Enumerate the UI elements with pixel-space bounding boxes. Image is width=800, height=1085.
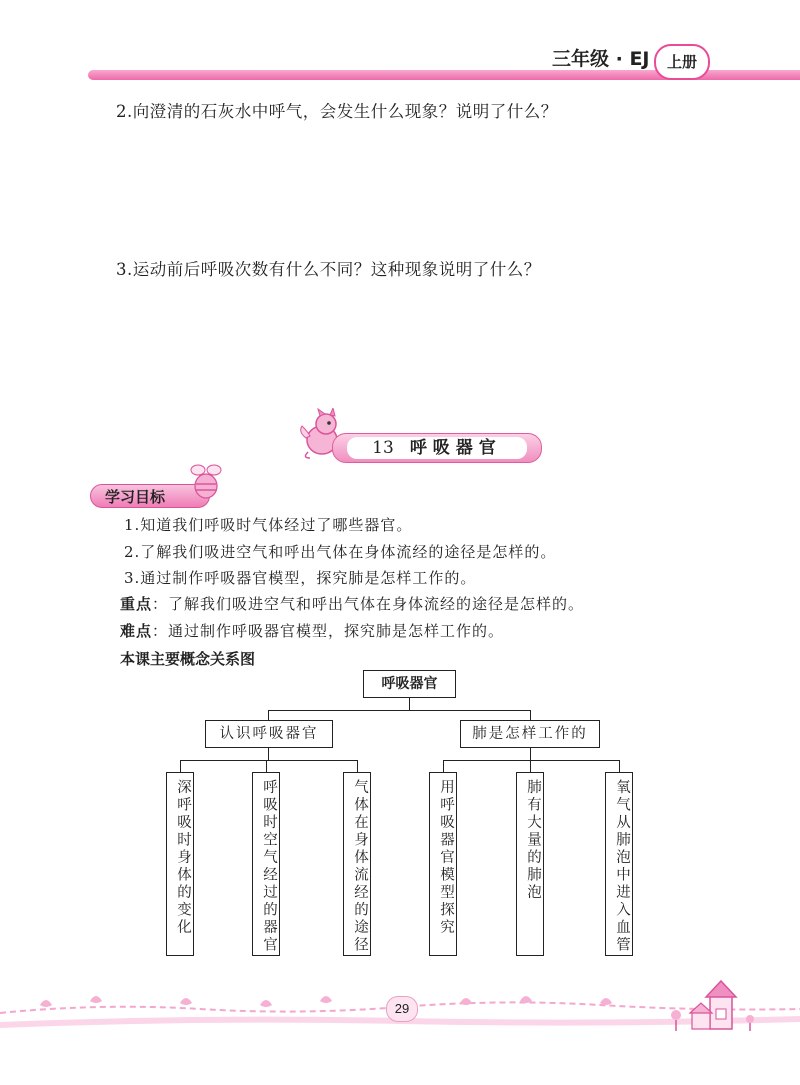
volume-badge: 上册 [654, 44, 710, 80]
objectives-tag: 学习目标 [90, 484, 210, 508]
connector [409, 698, 410, 710]
key-point-text: ：了解我们吸进空气和呼出气体在身体流经的途径是怎样的。 [152, 595, 585, 613]
key-point [120, 593, 584, 614]
leaf-node: 呼吸时空气经过的器官 [252, 772, 280, 956]
connector [530, 748, 531, 760]
lesson-number: 13 [372, 438, 394, 458]
page-number: 29 [386, 996, 418, 1022]
difficult-point-label: 难点 [120, 622, 153, 640]
bee-icon [188, 462, 224, 502]
root-node: 呼吸器官 [363, 670, 456, 698]
lesson-banner [332, 433, 542, 463]
leaf-node: 肺有大量的肺泡 [516, 772, 544, 956]
connector [268, 748, 269, 760]
difficult-point-text: ：通过制作呼吸器官模型，探究肺是怎样工作的。 [152, 622, 505, 640]
connector [443, 760, 619, 761]
objective-3: 3.通过制作呼吸器官模型，探究肺是怎样工作的。 [124, 569, 477, 587]
question-3: 3.运动前后呼吸次数有什么不同？这种现象说明了什么？ [116, 260, 541, 279]
objective-2: 2.了解我们吸进空气和呼出气体在身体流经的途径是怎样的。 [124, 543, 557, 561]
objective-1: 1.知道我们呼吸时气体经过了哪些器官。 [124, 516, 413, 534]
difficult-point [120, 620, 504, 641]
branch-node-lung: 肺是怎样工作的 [460, 720, 600, 748]
key-point-label: 重点 [120, 595, 153, 613]
house-icon [660, 975, 770, 1035]
connector [619, 760, 620, 772]
connector [357, 760, 358, 772]
connector [443, 760, 444, 772]
leaf-node: 用呼吸器官模型探究 [429, 772, 457, 956]
concept-map-title: 本课主要概念关系图 [120, 650, 256, 668]
connector [530, 760, 531, 772]
leaf-node: 气体在身体流经的途径 [343, 772, 371, 956]
connector [530, 710, 531, 720]
question-2: 2.向澄清的石灰水中呼气，会发生什么现象？说明了什么？ [116, 102, 558, 121]
connector [268, 710, 530, 711]
branch-node-recognize: 认识呼吸器官 [205, 720, 333, 748]
connector [268, 710, 269, 720]
connector [266, 760, 267, 772]
leaf-node: 氧气从肺泡中进入血管 [605, 772, 633, 956]
grade-label: 三年级 · EJ [552, 48, 650, 70]
connector [180, 760, 358, 761]
leaf-node: 深呼吸时身体的变化 [166, 772, 194, 956]
lesson-title: 呼吸器官 [409, 438, 502, 458]
connector [180, 760, 181, 772]
